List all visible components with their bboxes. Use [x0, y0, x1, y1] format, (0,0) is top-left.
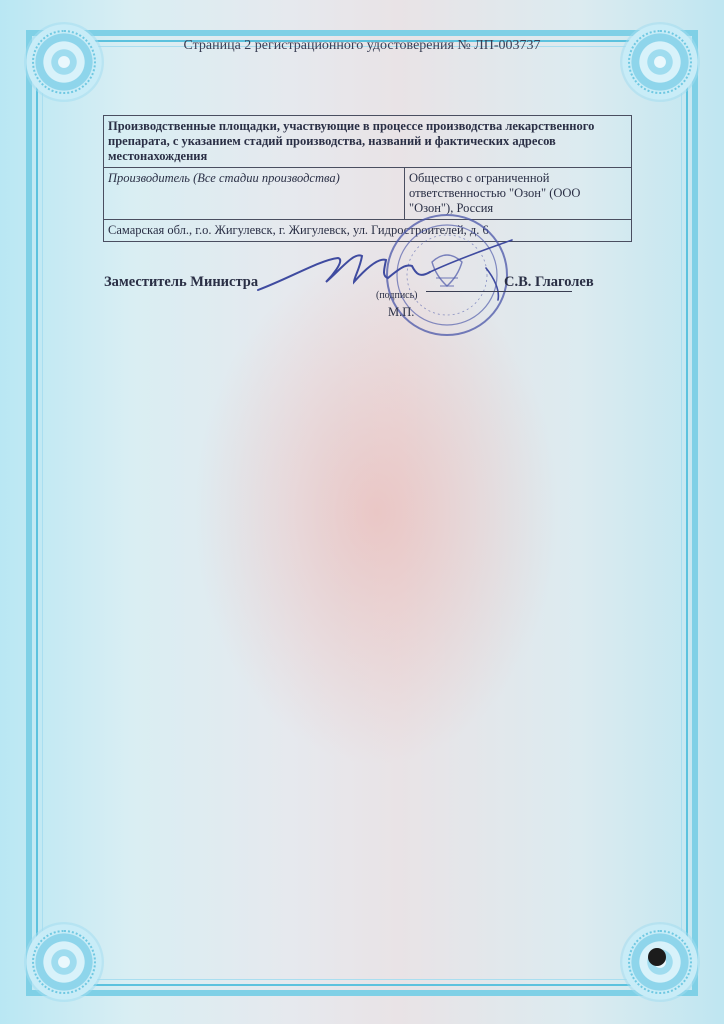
corner-rosette-bottom-left	[24, 922, 104, 1002]
corner-rosette-top-right	[620, 22, 700, 102]
organization-cell: Общество с ограниченной ответственностью "Озон" (ООО "Озон"), Россия	[405, 168, 632, 220]
table-heading: Производственные площадки, участвующие в процессе производства лекарственного препарата, с указанием стадий производства, названий и фактических адресов местонахождения	[104, 116, 632, 168]
corner-rosette-top-left	[24, 22, 104, 102]
production-sites-table	[103, 115, 632, 242]
table-row	[104, 168, 632, 220]
signatory-position: Заместитель Министра	[104, 274, 259, 290]
signature-line	[426, 291, 572, 292]
stamp-place-label: М.П.	[388, 305, 415, 319]
production-stage-cell: Производитель (Все стадии производства)	[104, 168, 405, 220]
binding-hole	[648, 948, 666, 966]
signatory-name: С.В. Глаголев	[504, 274, 594, 290]
signature-caption: (подпись)	[376, 290, 418, 301]
page-header: Страница 2 регистрационного удостоверения № ЛП-003737	[183, 38, 541, 53]
address-cell: Самарская обл., г.о. Жигулевск, г. Жигулевск, ул. Гидростроителей, д. 6	[104, 220, 632, 242]
table-heading-row	[104, 116, 632, 168]
